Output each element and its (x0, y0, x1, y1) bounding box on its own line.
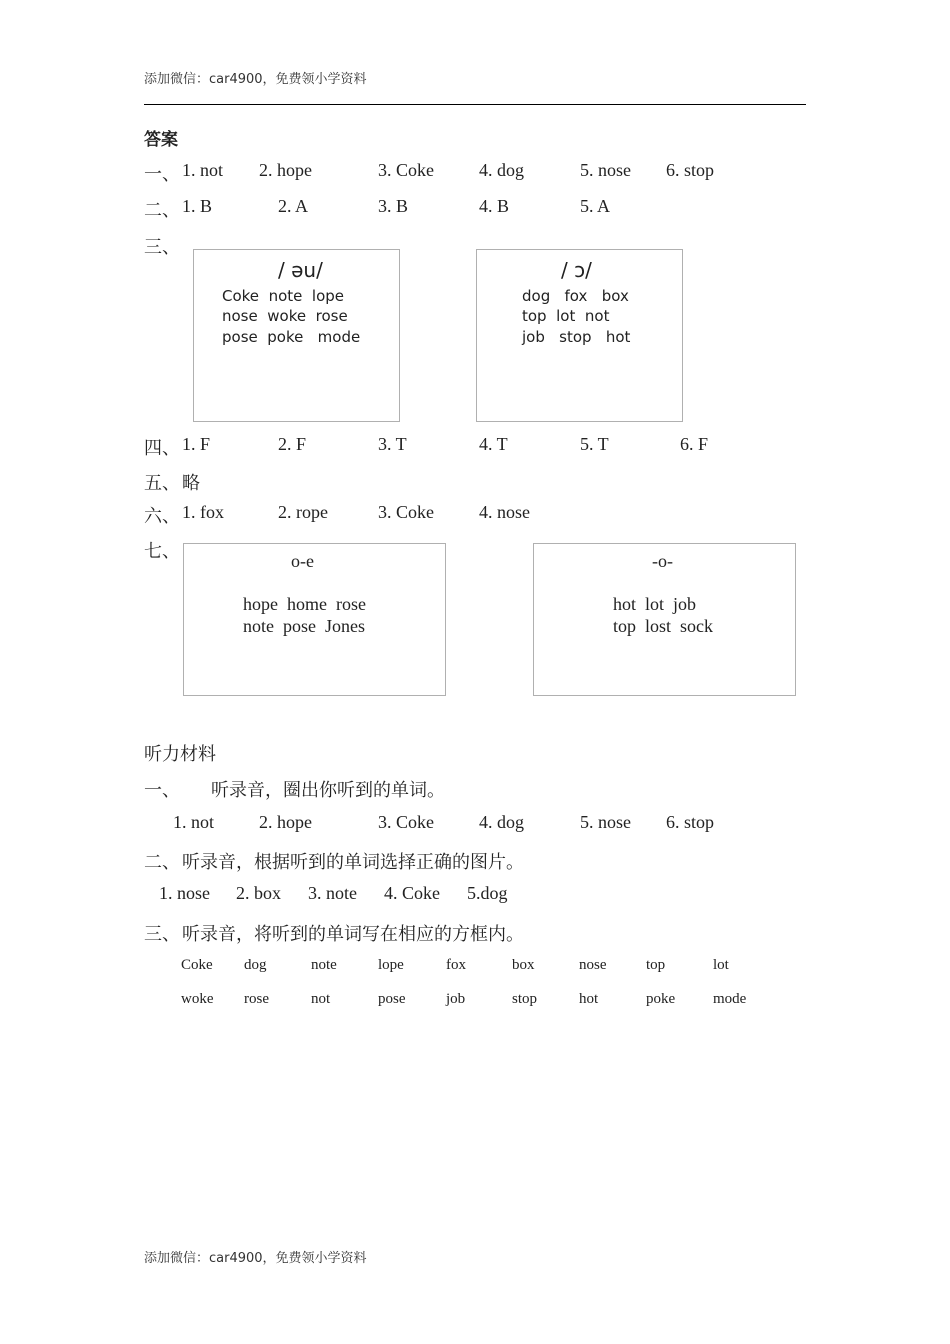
word-line: hot lot job (613, 594, 697, 614)
answer-item: 2. hope (259, 160, 312, 180)
answer-item: 3. T (378, 434, 407, 454)
answer-item: 5. nose (580, 160, 631, 180)
box-heading: -o- (652, 551, 673, 571)
word-line: Coke note lope (222, 287, 344, 305)
answer-item: 4. T (479, 434, 508, 454)
word-item: lope (378, 957, 404, 973)
word-item: lot (713, 957, 729, 973)
word-item: stop (512, 991, 538, 1007)
word-item: 4. dog (479, 812, 524, 832)
instruction: 听录音，将听到的单词写在相应的方框内。 (182, 924, 524, 944)
answer-item: 2. F (278, 434, 307, 454)
word-item: rose (244, 991, 269, 1007)
word-item: poke (646, 991, 676, 1007)
answer-text: 略 (182, 473, 200, 493)
word-line: top lost sock (613, 616, 714, 636)
word-item: woke (181, 991, 214, 1007)
answer-item: 2. A (278, 196, 309, 216)
spelling-box-o-e (183, 543, 446, 696)
section-label: 三、 (144, 237, 180, 257)
word-item: hot (579, 991, 599, 1007)
answer-item: 1. F (182, 434, 211, 454)
word-item: 2. box (236, 883, 281, 903)
word-line: note pose Jones (243, 616, 365, 636)
word-line: top lot not (522, 307, 610, 325)
word-item: pose (378, 991, 406, 1007)
answer-item: 4. nose (479, 502, 530, 522)
answer-item: 3. Coke (378, 160, 434, 180)
word-line: hope home rose (243, 594, 366, 614)
word-item: not (311, 991, 331, 1007)
word-item: 5.dog (467, 883, 508, 903)
word-item: note (311, 957, 337, 973)
answer-item: 4. dog (479, 160, 524, 180)
word-item: 1. not (173, 812, 215, 832)
phonetic-symbol: / əu/ (278, 258, 323, 282)
answer-item: 6. F (680, 434, 709, 454)
answer-item: 2. rope (278, 502, 328, 522)
phonetic-symbol: / ɔ/ (561, 258, 592, 282)
answer-item: 5. T (580, 434, 609, 454)
answers-title: 答案 (144, 130, 178, 150)
word-item: nose (579, 957, 607, 973)
page-footer: 添加微信：car4900，免费领小学资料 (144, 1251, 367, 1266)
listening-title: 听力材料 (144, 744, 216, 764)
answer-item: 6. stop (666, 160, 715, 180)
word-item: 3. note (308, 883, 357, 903)
section-label: 二、 (144, 852, 180, 872)
instruction: 听录音，根据听到的单词选择正确的图片。 (182, 852, 524, 872)
section-label: 六、 (144, 506, 180, 526)
section-label: 三、 (144, 924, 180, 944)
answer-item: 3. Coke (378, 502, 434, 522)
word-item: 4. Coke (384, 883, 440, 903)
answer-item: 1. B (182, 196, 213, 216)
word-line: nose woke rose (222, 307, 348, 325)
word-item: mode (713, 991, 747, 1007)
answer-item: 1. not (182, 160, 224, 180)
section-label: 二、 (144, 200, 180, 220)
word-line: dog fox box (522, 287, 629, 305)
spelling-box-o (533, 543, 796, 696)
word-item: job (446, 991, 466, 1007)
box-heading: o-e (291, 551, 314, 571)
word-item: Coke (181, 957, 213, 973)
answer-item: 3. B (378, 196, 409, 216)
section-label: 四、 (144, 438, 180, 458)
word-item: fox (446, 957, 466, 973)
word-item: top (646, 957, 666, 973)
word-item: 5. nose (580, 812, 631, 832)
section-label: 一、 (144, 164, 180, 184)
phonetic-box-o (476, 249, 683, 422)
section-label: 一、 (144, 780, 180, 800)
phonetic-box-ou (193, 249, 400, 422)
page-header: 添加微信：car4900，免费领小学资料 (144, 72, 367, 87)
word-item: dog (244, 957, 267, 973)
section-label: 五、 (144, 473, 180, 493)
word-line: job stop hot (522, 328, 631, 346)
word-item: box (512, 957, 535, 973)
section-label: 七、 (144, 541, 180, 561)
word-item: 2. hope (259, 812, 312, 832)
word-item: 1. nose (159, 883, 210, 903)
word-item: 6. stop (666, 812, 715, 832)
answer-item: 4. B (479, 196, 510, 216)
header-rule (144, 104, 806, 105)
word-item: 3. Coke (378, 812, 434, 832)
instruction: 听录音，圈出你听到的单词。 (211, 780, 445, 800)
answer-item: 1. fox (182, 502, 224, 522)
word-line: pose poke mode (222, 328, 361, 346)
answer-item: 5. A (580, 196, 611, 216)
